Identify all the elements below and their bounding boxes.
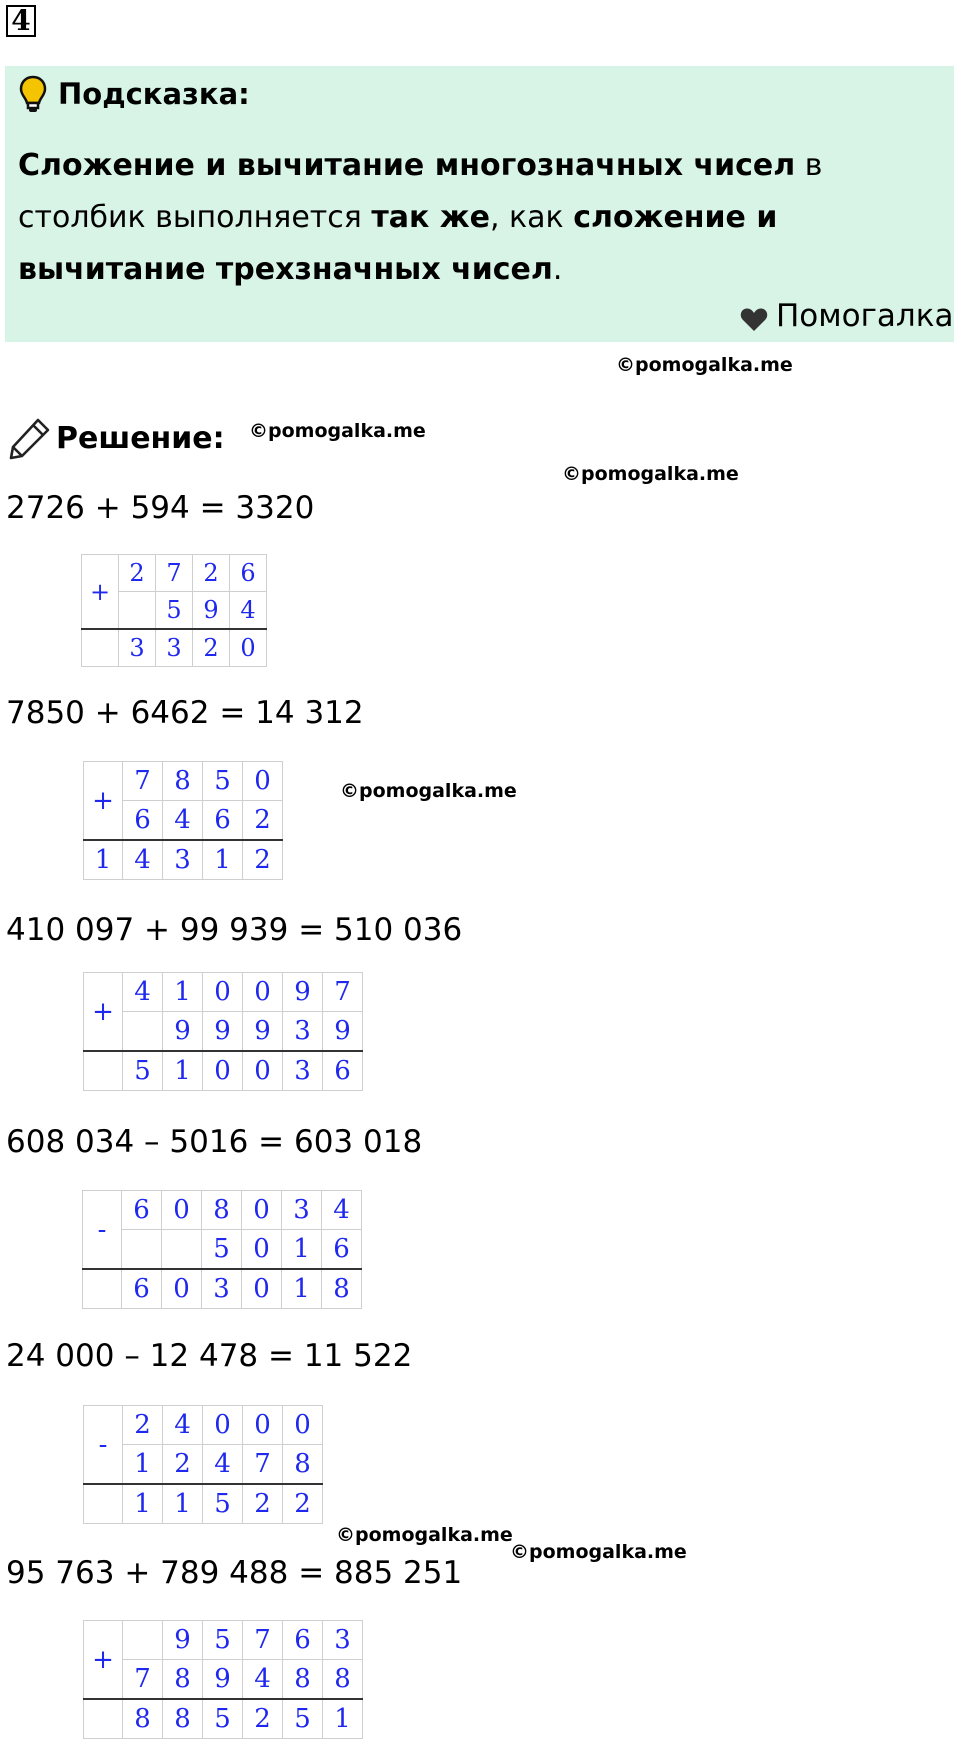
digit-cell: 6	[322, 1230, 362, 1270]
digit-cell: 7	[123, 762, 163, 801]
digit-cell: 0	[283, 1406, 323, 1445]
digit-cell: 6	[122, 1191, 162, 1230]
digit-cell: 4	[123, 840, 163, 880]
watermark: ©pomogalka.me	[249, 420, 426, 442]
digit-cell: 5	[123, 1051, 163, 1091]
digit-cell: 1	[282, 1230, 322, 1270]
equation-3: 410 097 + 99 939 = 510 036	[6, 912, 463, 948]
hint-text-4: .	[552, 252, 563, 287]
digit-cell: 2	[243, 801, 283, 841]
operator-sign: +	[84, 762, 123, 841]
digit-cell: 3	[156, 629, 193, 667]
operator-sign: -	[83, 1191, 122, 1270]
digit-cell: 9	[203, 1012, 243, 1052]
digit-cell: 9	[203, 1660, 243, 1700]
digit-cell: 0	[162, 1269, 202, 1309]
watermark: ©pomogalka.me	[562, 463, 739, 485]
digit-cell: 2	[193, 629, 230, 667]
digit-cell	[84, 1699, 123, 1739]
digit-cell: 0	[203, 973, 243, 1012]
digit-cell: 0	[242, 1230, 282, 1270]
digit-cell: 0	[162, 1191, 202, 1230]
digit-cell: 1	[163, 1051, 203, 1091]
hint-text-3: , как	[489, 200, 574, 235]
digit-cell: 5	[202, 1230, 242, 1270]
equation-5: 24 000 – 12 478 = 11 522	[6, 1338, 413, 1374]
digit-cell	[84, 1051, 123, 1091]
digit-cell: 8	[163, 1660, 203, 1700]
column-calc-1	[81, 554, 267, 667]
pencil-icon	[8, 416, 52, 460]
digit-cell: 3	[163, 840, 203, 880]
digit-cell: 1	[323, 1699, 363, 1739]
digit-cell: 5	[203, 1484, 243, 1524]
digit-cell	[83, 1269, 122, 1309]
column-calc-4	[82, 1190, 362, 1309]
digit-cell: 2	[163, 1445, 203, 1485]
brand-label: Помогалка	[776, 298, 954, 334]
digit-cell: 0	[243, 973, 283, 1012]
digit-cell	[162, 1230, 202, 1270]
column-calc-6	[83, 1620, 363, 1739]
column-calc-2	[83, 761, 283, 880]
digit-cell: 2	[283, 1484, 323, 1524]
digit-cell: 2	[119, 555, 156, 592]
digit-cell: 8	[123, 1699, 163, 1739]
digit-cell: 5	[203, 1699, 243, 1739]
hint-bold-2: так же	[371, 200, 490, 235]
digit-cell: 0	[243, 762, 283, 801]
digit-cell: 8	[283, 1445, 323, 1485]
digit-cell: 3	[119, 629, 156, 667]
digit-cell: 8	[322, 1269, 362, 1309]
digit-cell: 0	[243, 1406, 283, 1445]
digit-cell: 1	[123, 1445, 163, 1485]
hint-text	[18, 140, 938, 296]
watermark: ©pomogalka.me	[336, 1524, 513, 1546]
digit-cell: 7	[243, 1445, 283, 1485]
digit-cell: 0	[242, 1191, 282, 1230]
digit-cell: 9	[243, 1012, 283, 1052]
digit-cell	[123, 1621, 163, 1660]
digit-cell: 0	[242, 1269, 282, 1309]
equation-6: 95 763 + 789 488 = 885 251	[6, 1555, 463, 1591]
digit-cell: 0	[203, 1051, 243, 1091]
watermark: ©pomogalka.me	[510, 1541, 687, 1563]
equation-1: 2726 + 594 = 3320	[6, 490, 315, 526]
digit-cell: 0	[230, 629, 267, 667]
digit-cell: 6	[283, 1621, 323, 1660]
digit-cell	[82, 629, 119, 667]
heart-icon	[740, 307, 768, 332]
digit-cell	[119, 592, 156, 630]
column-calc-3	[83, 972, 363, 1091]
digit-cell: 7	[323, 973, 363, 1012]
digit-cell: 5	[203, 1621, 243, 1660]
digit-cell: 0	[243, 1051, 283, 1091]
digit-cell: 4	[163, 801, 203, 841]
digit-cell: 1	[84, 840, 123, 880]
digit-cell: 5	[156, 592, 193, 630]
digit-cell: 1	[282, 1269, 322, 1309]
digit-cell: 6	[122, 1269, 162, 1309]
digit-cell: 9	[193, 592, 230, 630]
column-calc-5	[83, 1405, 323, 1524]
digit-cell	[122, 1230, 162, 1270]
digit-cell: 6	[203, 801, 243, 841]
operator-sign: -	[84, 1406, 123, 1485]
hint-bold-1: Сложение и вычитание многозначных чисел	[18, 148, 796, 183]
digit-cell: 3	[202, 1269, 242, 1309]
digit-cell: 0	[203, 1406, 243, 1445]
digit-cell: 3	[282, 1191, 322, 1230]
digit-cell: 7	[243, 1621, 283, 1660]
digit-cell: 7	[156, 555, 193, 592]
digit-cell: 1	[203, 840, 243, 880]
digit-cell: 1	[163, 973, 203, 1012]
digit-cell: 5	[283, 1699, 323, 1739]
digit-cell: 2	[243, 1484, 283, 1524]
digit-cell: 3	[323, 1621, 363, 1660]
digit-cell: 6	[230, 555, 267, 592]
digit-cell: 8	[283, 1660, 323, 1700]
digit-cell: 9	[323, 1012, 363, 1052]
task-number: 4	[6, 5, 36, 37]
digit-cell: 8	[163, 762, 203, 801]
digit-cell: 2	[243, 840, 283, 880]
hint-bold-3: сложение и вычитание трехзначных чисел	[18, 200, 778, 287]
solution-title: Решение:	[56, 421, 225, 456]
operator-sign: +	[84, 973, 123, 1052]
digit-cell: 4	[230, 592, 267, 630]
equation-4: 608 034 – 5016 = 603 018	[6, 1124, 423, 1160]
digit-cell: 4	[163, 1406, 203, 1445]
digit-cell	[123, 1012, 163, 1052]
digit-cell	[84, 1484, 123, 1524]
digit-cell: 8	[323, 1660, 363, 1700]
equation-2: 7850 + 6462 = 14 312	[6, 695, 364, 731]
digit-cell: 8	[163, 1699, 203, 1739]
digit-cell: 2	[243, 1699, 283, 1739]
digit-cell: 3	[283, 1012, 323, 1052]
operator-sign: +	[82, 555, 119, 630]
digit-cell: 6	[323, 1051, 363, 1091]
digit-cell: 7	[123, 1660, 163, 1700]
hint-title: Подсказка:	[58, 77, 250, 111]
watermark: ©pomogalka.me	[616, 354, 793, 376]
digit-cell: 6	[123, 801, 163, 841]
digit-cell: 4	[203, 1445, 243, 1485]
digit-cell: 4	[243, 1660, 283, 1700]
digit-cell: 9	[163, 1012, 203, 1052]
digit-cell: 1	[123, 1484, 163, 1524]
digit-cell: 4	[322, 1191, 362, 1230]
digit-cell: 4	[123, 973, 163, 1012]
hint-text-2: в столбик выполняется	[18, 148, 823, 235]
digit-cell: 9	[163, 1621, 203, 1660]
digit-cell: 1	[163, 1484, 203, 1524]
digit-cell: 2	[193, 555, 230, 592]
digit-cell: 3	[283, 1051, 323, 1091]
digit-cell: 2	[123, 1406, 163, 1445]
lightbulb-icon	[18, 74, 48, 114]
digit-cell: 9	[283, 973, 323, 1012]
operator-sign: +	[84, 1621, 123, 1700]
digit-cell: 8	[202, 1191, 242, 1230]
digit-cell: 5	[203, 762, 243, 801]
watermark: ©pomogalka.me	[340, 780, 517, 802]
